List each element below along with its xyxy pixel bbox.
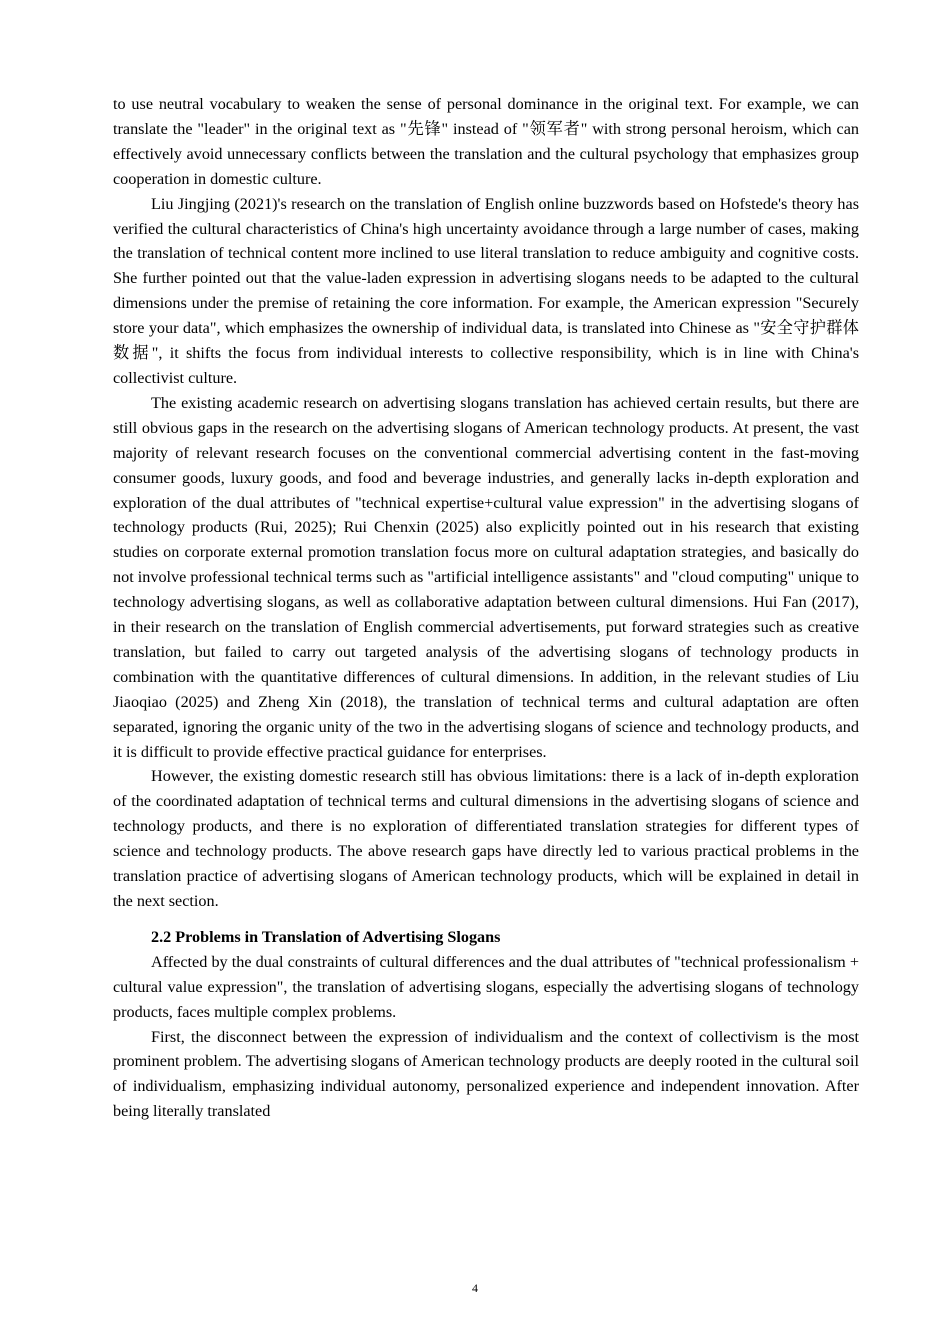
section-heading: 2.2 Problems in Translation of Advertising Slogans: [151, 927, 501, 946]
paragraph-section-intro: Affected by the dual constraints of cultural differences and the dual attributes of "technical professionalism + cultural value expression", the translation of advertising slogans, especially the advertising slogans of technology products, faces multiple complex problems.: [113, 952, 859, 1021]
page-body: [113, 92, 859, 1124]
paragraph-research-gaps: The existing academic research on advertising slogans translation has achieved certain results, but there are still obvious gaps in the research on the advertising slogans of American technology products. At present, the vast majority of relevant research focuses on the conventional commercial advertising content in the fast-moving consumer goods, luxury goods, and food and beverage industries, and generally lacks in-depth exploration and exploration of the dual attributes of "technical expertise+cultural value expression" in the advertising slogans of technology products (Rui, 2025); Rui Chenxin (2025) also explicitly pointed out in his research that existing studies on corporate external promotion translation focus more on cultural adaptation strategies, and basically do not involve professional technical terms such as "artificial intelligence assistants" and "cloud computing" unique to technology advertising slogans, as well as collaborative adaptation between cultural dimensions. Hui Fan (2017), in their research on the translation of English commercial advertisements, put forward strategies such as creative translation, but failed to carry out targeted analysis of the advertising slogans of technology products in combination with the quantitative differences of cultural dimensions. In addition, in the relevant studies of Liu Jiaoqiao (2025) and Zheng Xin (2018), the translation of technical terms and cultural adaptation are often separated, ignoring the organic unity of the two in the advertising slogans of science and technology products, and it is difficult to provide effective practical guidance for enterprises.: [113, 393, 859, 761]
paragraph-first-problem: First, the disconnect between the expression of individualism and the context of collectivism is the most prominent problem. The advertising slogans of American technology products are deeply rooted in the cultural soil of individualism, emphasizing individual autonomy, personalized experience and independent innovation. After being literally translated: [113, 1027, 859, 1121]
paragraph-limitations: However, the existing domestic research still has obvious limitations: there is a lack of in-depth exploration of the coordinated adaptation of technical terms and cultural dimensions in the advertising slogans of science and technology products, and there is no exploration of differentiated translation strategies for different types of science and technology products. The above research gaps have directly led to various practical problems in the translation practice of advertising slogans of American technology products, which will be explained in detail in the next section.: [113, 767, 859, 910]
page-number: 4: [472, 1281, 478, 1295]
paragraph-continued: to use neutral vocabulary to weaken the sense of personal dominance in the original text. For example, we can translate the "leader" in the original text as "先锋" instead of "领军者" with strong personal heroism, which can effectively avoid unnecessary conflicts between the translation and the cultural psychology that emphasizes group cooperation in domestic culture.: [113, 95, 859, 188]
paragraph-liu-jingjing: Liu Jingjing (2021)'s research on the translation of English online buzzwords based on Hofstede's theory has verified the cultural characteristics of China's high uncertainty avoidance through a large number of cases, making the translation of technical content more inclined to use literal translation to reduce ambiguity and cognitive costs. She further pointed out that the value-laden expression in advertising slogans needs to be adapted to the cultural dimensions under the premise of retaining the core information. For example, the American expression "Securely store your data", which emphasizes the ownership of individual data, is translated into Chinese as "安全守护群体数据", it shifts the focus from individual interests to collective responsibility, which is in line with China's collectivist culture.: [113, 194, 859, 387]
